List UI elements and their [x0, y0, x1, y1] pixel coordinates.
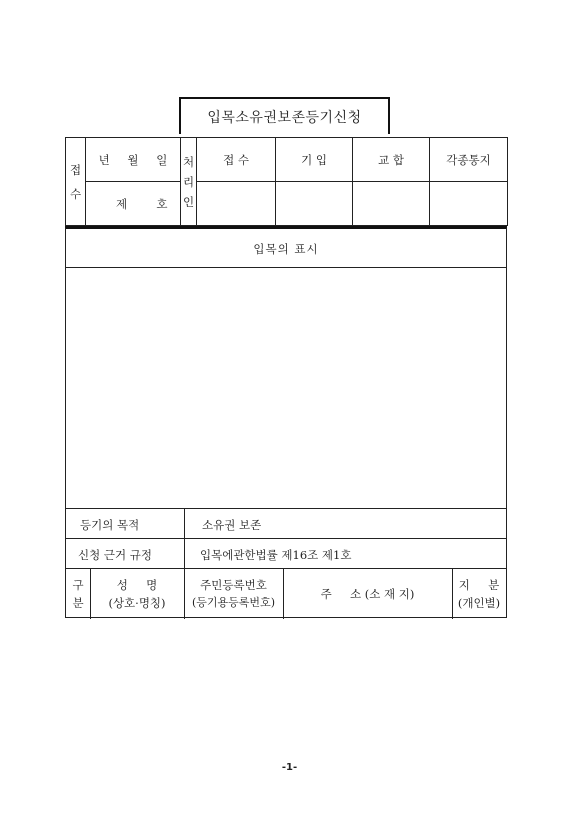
share-header: 지 분 (개인별): [457, 578, 501, 610]
date-label: 년 월 일: [86, 138, 181, 182]
reception-table: [65, 137, 508, 226]
col-entry: 기 입: [276, 138, 353, 182]
col-notices: 각종통지: [430, 138, 508, 182]
name-header: 성 명 (상호·명칭): [108, 578, 166, 610]
purpose-label: 등기의 목적: [80, 518, 140, 532]
cell-reception-value[interactable]: [197, 182, 276, 226]
reception-label: 접 수: [66, 138, 86, 226]
tree-display-header: 입목의 표시: [253, 242, 319, 256]
main-section: [65, 226, 507, 618]
col-collation: 교 합: [353, 138, 430, 182]
cell-entry-value[interactable]: [276, 182, 353, 226]
form-title: 입목소유권보존등기신청: [179, 97, 390, 134]
basis-value: 입목에관한법률 제16조 제1호: [200, 548, 352, 562]
page-number: -1-: [281, 762, 298, 773]
purpose-value: 소유권 보존: [202, 518, 262, 532]
cell-collation-value[interactable]: [353, 182, 430, 226]
address-header: 주 소 (소 재 지): [320, 587, 415, 601]
id-number-header: 주민등록번호 (등기용등록번호): [192, 578, 275, 609]
handler-label: 처 리 인: [181, 138, 197, 226]
basis-label: 신청 근거 규정: [78, 548, 152, 562]
tree-display-area[interactable]: [66, 268, 506, 508]
category-label: 구 분: [72, 578, 84, 610]
number-label: 제 호: [86, 182, 181, 226]
cell-notices-value[interactable]: [430, 182, 508, 226]
col-reception: 접 수: [197, 138, 276, 182]
